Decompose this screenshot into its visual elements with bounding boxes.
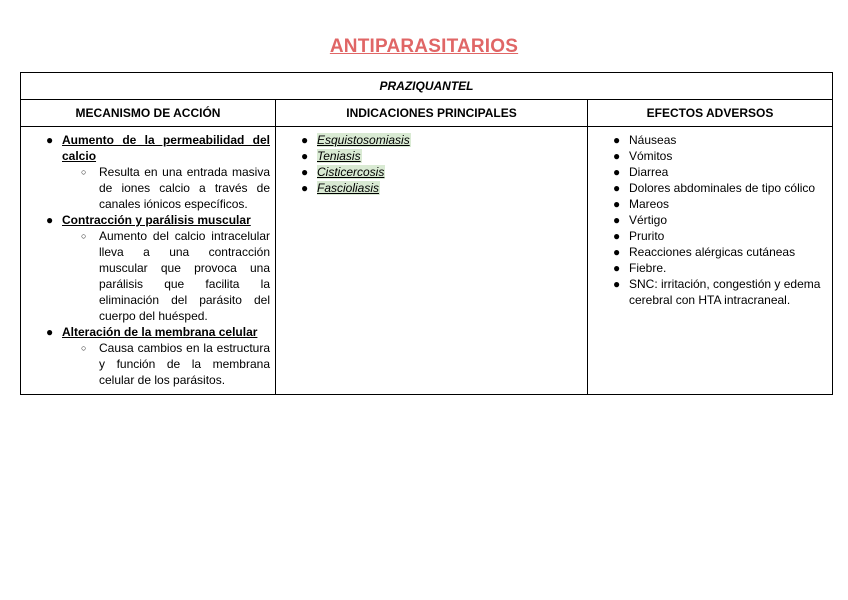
bullet-icon: ● — [301, 133, 309, 147]
mechanism-detail-text: Causa cambios en la estructura y función de la membrana celular de los parásitos. — [99, 341, 270, 387]
effect-text: Náuseas — [629, 133, 677, 147]
bullet-icon: ● — [613, 181, 621, 195]
effect-item — [588, 148, 827, 164]
mechanism-detail-text: Aumento del calcio intracelular lleva a una contracción muscular que provoca una parálisis que facilita la eliminación del parásito del cuerpo del huésped. — [99, 229, 270, 323]
effect-text: Diarrea — [629, 165, 669, 179]
bullet-icon: ● — [613, 213, 621, 227]
bullet-icon: ● — [46, 325, 54, 339]
mechanism-title: Aumento de la permeabilidad del calcio — [62, 133, 270, 163]
circle-bullet-icon: ○ — [81, 343, 87, 353]
indication-link[interactable]: Esquistosomiasis — [317, 133, 410, 147]
bullet-icon: ● — [46, 213, 54, 227]
effect-item — [588, 276, 827, 308]
bullet-icon: ● — [613, 277, 621, 291]
effect-text: Vértigo — [629, 213, 668, 227]
bullet-icon: ● — [613, 165, 621, 179]
mechanism-title: Contracción y parálisis muscular — [62, 213, 251, 227]
indications-list — [276, 127, 587, 202]
drug-table — [20, 72, 833, 395]
adverse-effects-list — [588, 127, 832, 314]
indication-link[interactable]: Fascioliasis — [317, 181, 380, 195]
bullet-icon: ● — [613, 245, 621, 259]
header-mechanism: MECANISMO DE ACCIÓN — [21, 100, 276, 127]
effect-text: SNC: irritación, congestión y edema cerebral con HTA intracraneal. — [629, 277, 821, 307]
effect-item — [588, 260, 827, 276]
mechanism-detail-text: Resulta en una entrada masiva de iones calcio a través de canales iónicos específicos. — [99, 165, 270, 211]
indication-item — [276, 148, 582, 164]
bullet-icon: ● — [301, 149, 309, 163]
bullet-icon: ● — [613, 149, 621, 163]
bullet-icon: ● — [613, 133, 621, 147]
indication-item — [276, 180, 582, 196]
effect-item — [588, 244, 827, 260]
bullet-icon: ● — [613, 229, 621, 243]
mechanism-detail — [62, 228, 270, 324]
effect-item — [588, 180, 827, 196]
effect-item — [588, 164, 827, 180]
mechanism-title: Alteración de la membrana celular — [62, 325, 258, 339]
circle-bullet-icon: ○ — [81, 231, 87, 241]
mechanism-item — [21, 212, 270, 324]
indication-link[interactable]: Cisticercosis — [317, 165, 385, 179]
effect-item — [588, 196, 827, 212]
effect-text: Reacciones alérgicas cutáneas — [629, 245, 796, 259]
circle-bullet-icon: ○ — [81, 167, 87, 177]
indication-link[interactable]: Teniasis — [317, 149, 361, 163]
bullet-icon: ● — [301, 165, 309, 179]
effect-text: Dolores abdominales de tipo cólico — [629, 181, 816, 195]
indications-cell — [276, 127, 588, 395]
mechanism-cell — [21, 127, 276, 395]
effect-item — [588, 212, 827, 228]
bullet-icon: ● — [613, 261, 621, 275]
effect-text: Vómitos — [629, 149, 673, 163]
effect-text: Prurito — [629, 229, 665, 243]
bullet-icon: ● — [613, 197, 621, 211]
effect-text: Mareos — [629, 197, 670, 211]
indication-item — [276, 164, 582, 180]
adverse-effects-cell — [588, 127, 833, 395]
effect-item — [588, 132, 827, 148]
mechanism-item — [21, 324, 270, 388]
drug-name: PRAZIQUANTEL — [21, 73, 833, 100]
effect-text: Fiebre. — [629, 261, 667, 275]
effect-item — [588, 228, 827, 244]
mechanism-list — [21, 127, 275, 394]
bullet-icon: ● — [301, 181, 309, 195]
header-indications: INDICACIONES PRINCIPALES — [276, 100, 588, 127]
indication-item — [276, 132, 582, 148]
mechanism-detail — [62, 164, 270, 212]
mechanism-item — [21, 132, 270, 212]
document-title: ANTIPARASITARIOS — [329, 36, 519, 57]
bullet-icon: ● — [46, 133, 54, 147]
mechanism-detail — [62, 340, 270, 388]
header-adverse-effects: EFECTOS ADVERSOS — [588, 100, 833, 127]
